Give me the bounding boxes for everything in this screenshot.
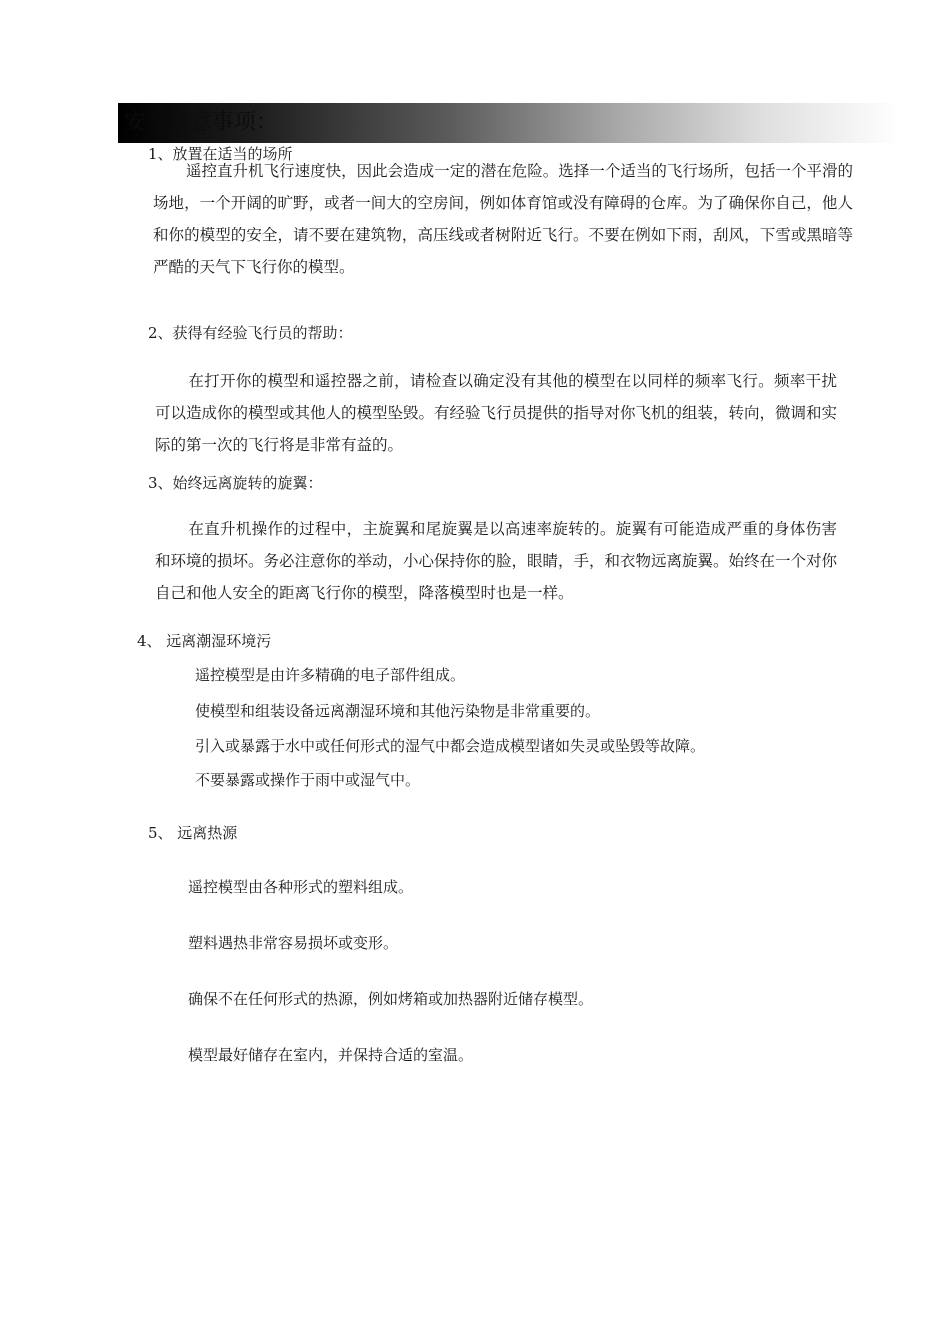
section-1-paragraph: 遥控直升机飞行速度快，因此会造成一定的潜在危险。选择一个适当的飞行场所，包括一个平滑的场地，一个开阔的旷野，或者一间大的空房间，例如体育馆或没有障碍的仓库。为了确保你自己，他人和你的模型的安全，请不要在建筑物，高压线或者树附近飞行。不要在例如下雨，刮风，下雪或黑暗等严酷的天气下飞行你的模型。 xyxy=(153,162,853,276)
section-5-line-4: 模型最好储存在室内，并保持合适的室温。 xyxy=(188,1046,474,1064)
section-5-line-2: 塑料遇热非常容易损坏或变形。 xyxy=(188,934,399,952)
section-3-heading: 3、始终远离旋转的旋翼： xyxy=(148,474,323,492)
section-4-line-1: 遥控模型是由许多精确的电子部件组成。 xyxy=(195,666,466,684)
page-title: 安全注意事项： xyxy=(124,110,279,135)
section-2-paragraph: 在打开你的模型和遥控器之前，请检查以确定没有其他的模型在以同样的频率飞行。频率干扰可以造成你的模型或其他人的模型坠毁。有经验飞行员提供的指导对你飞机的组装，转向，微调和实际的第一次的飞行将是非常有益的。 xyxy=(155,372,838,454)
section-5-line-3: 确保不在任何形式的热源，例如烤箱或加热器附近储存模型。 xyxy=(188,990,594,1008)
section-2-heading: 2、获得有经验飞行员的帮助： xyxy=(148,324,353,342)
section-5-heading: 5、 远离热源 xyxy=(148,824,238,842)
section-1-heading: 1、放置在适当的场所 xyxy=(148,145,293,163)
section-4-heading: 4、 远离潮湿环境污 xyxy=(137,632,272,650)
section-5-line-1: 遥控模型由各种形式的塑料组成。 xyxy=(188,878,414,896)
section-4-line-3: 引入或暴露于水中或任何形式的湿气中都会造成模型诸如失灵或坠毁等故障。 xyxy=(195,737,706,755)
section-3-paragraph: 在直升机操作的过程中，主旋翼和尾旋翼是以高速率旋转的。旋翼有可能造成严重的身体伤害和环境的损坏。务必注意你的举动，小心保持你的脸，眼睛，手，和衣物远离旋翼。始终在一个对你自己和他人安全的距离飞行你的模型，降落模型时也是一样。 xyxy=(155,520,838,602)
section-4-line-4: 不要暴露或操作于雨中或湿气中。 xyxy=(195,771,421,789)
section-4-line-2: 使模型和组装设备远离潮湿环境和其他污染物是非常重要的。 xyxy=(195,702,601,720)
